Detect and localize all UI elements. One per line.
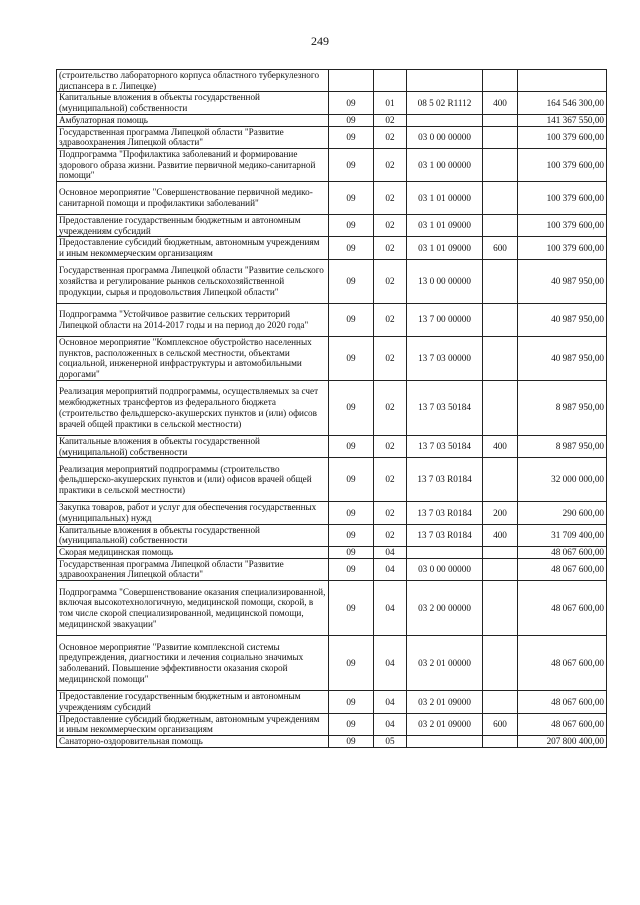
row-name: Капитальные вложения в объекты государственной (муниципальной) собственности (57, 524, 329, 546)
row-expense-type (483, 215, 518, 237)
row-target-article (407, 547, 483, 559)
row-subsection: 02 (374, 182, 407, 215)
row-target-article: 03 1 01 09000 (407, 215, 483, 237)
row-name: Основное мероприятие "Развитие комплексной системы предупреждения, диагностики и лечения социально значимых заболеваний. Повышение эффективности оказания скорой медицинской помощи" (57, 636, 329, 691)
row-section: 09 (329, 636, 374, 691)
table-row (57, 336, 607, 380)
table-row (57, 581, 607, 636)
row-subsection: 04 (374, 558, 407, 580)
row-amount: 100 379 600,00 (518, 182, 607, 215)
row-target-article: 03 1 01 09000 (407, 237, 483, 259)
row-name: Закупка товаров, работ и услуг для обеспечения государственных (муниципальных) нужд (57, 502, 329, 524)
row-target-article: 03 2 00 00000 (407, 581, 483, 636)
row-amount: 141 367 550,00 (518, 114, 607, 126)
row-subsection: 02 (374, 380, 407, 435)
row-amount: 100 379 600,00 (518, 215, 607, 237)
row-name: Государственная программа Липецкой области "Развитие здравоохранения Липецкой области" (57, 558, 329, 580)
row-name: Государственная программа Липецкой области "Развитие здравоохранения Липецкой области" (57, 126, 329, 148)
row-amount: 48 067 600,00 (518, 713, 607, 735)
row-expense-type: 200 (483, 502, 518, 524)
row-target-article (407, 70, 483, 92)
row-amount: 48 067 600,00 (518, 636, 607, 691)
table-row (57, 182, 607, 215)
row-amount: 48 067 600,00 (518, 691, 607, 713)
row-target-article: 03 2 01 00000 (407, 636, 483, 691)
row-subsection: 04 (374, 636, 407, 691)
row-section: 09 (329, 458, 374, 502)
row-name: Основное мероприятие "Совершенствование первичной медико-санитарной помощи и профилактики заболеваний" (57, 182, 329, 215)
table-row (57, 303, 607, 336)
row-target-article: 13 7 03 50184 (407, 380, 483, 435)
row-section: 09 (329, 215, 374, 237)
row-subsection: 04 (374, 547, 407, 559)
row-name: Предоставление субсидий бюджетным, автономным учреждениям и иным некоммерческим организациям (57, 713, 329, 735)
row-name: Реализация мероприятий подпрограммы (строительство фельдшерско-акушерских пунктов и (или) офисов врачей общей практики в сельской местности) (57, 458, 329, 502)
row-expense-type (483, 182, 518, 215)
row-subsection: 02 (374, 237, 407, 259)
row-expense-type (483, 148, 518, 181)
row-expense-type (483, 303, 518, 336)
row-expense-type (483, 70, 518, 92)
row-expense-type: 400 (483, 92, 518, 114)
row-expense-type: 600 (483, 237, 518, 259)
table-row (57, 558, 607, 580)
row-section: 09 (329, 435, 374, 457)
row-target-article: 13 7 03 R0184 (407, 524, 483, 546)
row-expense-type (483, 581, 518, 636)
row-target-article: 13 7 03 R0184 (407, 458, 483, 502)
row-section: 09 (329, 502, 374, 524)
table-row (57, 92, 607, 114)
row-target-article: 03 2 01 09000 (407, 691, 483, 713)
row-subsection: 04 (374, 581, 407, 636)
row-amount: 100 379 600,00 (518, 126, 607, 148)
row-section: 09 (329, 148, 374, 181)
table-row (57, 70, 607, 92)
row-name: Подпрограмма "Устойчивое развитие сельских территорий Липецкой области на 2014-2017 годы и на период до 2020 года" (57, 303, 329, 336)
row-expense-type (483, 380, 518, 435)
row-expense-type: 400 (483, 435, 518, 457)
row-expense-type (483, 114, 518, 126)
row-amount: 40 987 950,00 (518, 303, 607, 336)
row-expense-type (483, 126, 518, 148)
row-subsection: 02 (374, 114, 407, 126)
row-target-article: 03 0 00 00000 (407, 126, 483, 148)
row-name: Основное мероприятие "Комплексное обустройство населенных пунктов, расположенных в сельской местности, объектами социальной, инженерной инфраструктуры и автомобильными дорогами" (57, 336, 329, 380)
row-section: 09 (329, 581, 374, 636)
row-section: 09 (329, 259, 374, 303)
row-name: Санаторно-оздоровительная помощь (57, 735, 329, 747)
table-row (57, 114, 607, 126)
row-amount: 32 000 000,00 (518, 458, 607, 502)
row-subsection: 02 (374, 126, 407, 148)
row-amount: 48 067 600,00 (518, 547, 607, 559)
row-name: Подпрограмма "Профилактика заболеваний и формирование здорового образа жизни. Развитие первичной медико-санитарной помощи" (57, 148, 329, 181)
table-row (57, 237, 607, 259)
row-amount: 100 379 600,00 (518, 148, 607, 181)
table-row (57, 713, 607, 735)
row-name: Капитальные вложения в объекты государственной (муниципальной) собственности (57, 92, 329, 114)
row-expense-type (483, 547, 518, 559)
row-section: 09 (329, 336, 374, 380)
table-row (57, 380, 607, 435)
row-target-article (407, 735, 483, 747)
row-amount: 48 067 600,00 (518, 558, 607, 580)
row-name: (строительство лабораторного корпуса областного туберкулезного диспансера в г. Липецке) (57, 70, 329, 92)
page-number: 249 (311, 34, 329, 48)
table-row (57, 547, 607, 559)
row-subsection: 02 (374, 148, 407, 181)
row-section: 09 (329, 558, 374, 580)
row-section: 09 (329, 92, 374, 114)
row-section: 09 (329, 380, 374, 435)
row-section: 09 (329, 114, 374, 126)
row-subsection: 02 (374, 215, 407, 237)
table-row (57, 735, 607, 747)
row-target-article: 13 7 03 00000 (407, 336, 483, 380)
row-name: Предоставление субсидий бюджетным, автономным учреждениям и иным некоммерческим организациям (57, 237, 329, 259)
row-subsection: 02 (374, 303, 407, 336)
row-expense-type (483, 691, 518, 713)
row-subsection: 04 (374, 713, 407, 735)
row-amount: 290 600,00 (518, 502, 607, 524)
row-section: 09 (329, 182, 374, 215)
budget-table-body (57, 70, 607, 748)
row-section: 09 (329, 691, 374, 713)
row-amount: 100 379 600,00 (518, 237, 607, 259)
row-amount: 40 987 950,00 (518, 336, 607, 380)
row-section: 09 (329, 237, 374, 259)
row-subsection: 01 (374, 92, 407, 114)
table-row (57, 524, 607, 546)
row-target-article: 03 0 00 00000 (407, 558, 483, 580)
row-target-article (407, 114, 483, 126)
budget-table (56, 69, 607, 748)
row-target-article: 03 1 00 00000 (407, 148, 483, 181)
row-name: Скорая медицинская помощь (57, 547, 329, 559)
row-subsection: 05 (374, 735, 407, 747)
row-name: Предоставление государственным бюджетным и автономным учреждениям субсидий (57, 691, 329, 713)
row-expense-type: 600 (483, 713, 518, 735)
row-amount: 207 800 400,00 (518, 735, 607, 747)
row-expense-type (483, 458, 518, 502)
table-row (57, 636, 607, 691)
row-name: Предоставление государственным бюджетным и автономным учреждениям субсидий (57, 215, 329, 237)
row-subsection: 02 (374, 524, 407, 546)
row-section: 09 (329, 735, 374, 747)
row-name: Подпрограмма "Совершенствование оказания специализированной, включая высокотехнологичную, медицинской помощи, скорой, в том числе скорой специализированной, медицинской помощи, медицинской эвакуации" (57, 581, 329, 636)
row-name: Капитальные вложения в объекты государственной (муниципальной) собственности (57, 435, 329, 457)
row-name: Реализация мероприятий подпрограммы, осуществляемых за счет межбюджетных трансфертов из федерального бюджета (строительство фельдшерско-акушерских пунктов и (или) офисов врачей общей практики в сельской местности) (57, 380, 329, 435)
row-target-article: 13 7 00 00000 (407, 303, 483, 336)
row-section: 09 (329, 303, 374, 336)
row-subsection: 02 (374, 502, 407, 524)
table-row (57, 126, 607, 148)
row-expense-type (483, 259, 518, 303)
table-row (57, 502, 607, 524)
row-subsection: 02 (374, 336, 407, 380)
table-row (57, 691, 607, 713)
table-row (57, 458, 607, 502)
row-subsection (374, 70, 407, 92)
table-row (57, 259, 607, 303)
row-expense-type (483, 336, 518, 380)
row-amount (518, 70, 607, 92)
row-amount: 40 987 950,00 (518, 259, 607, 303)
row-amount: 8 987 950,00 (518, 380, 607, 435)
table-row (57, 215, 607, 237)
row-subsection: 02 (374, 458, 407, 502)
row-target-article: 13 7 03 50184 (407, 435, 483, 457)
row-name: Государственная программа Липецкой области "Развитие сельского хозяйства и регулирование рынков сельскохозяйственной продукции, сырья и продовольствия Липецкой области" (57, 259, 329, 303)
row-section: 09 (329, 524, 374, 546)
row-target-article: 13 7 03 R0184 (407, 502, 483, 524)
row-target-article: 08 5 02 R1112 (407, 92, 483, 114)
row-name: Амбулаторная помощь (57, 114, 329, 126)
row-target-article: 03 1 01 00000 (407, 182, 483, 215)
table-row (57, 148, 607, 181)
row-expense-type (483, 636, 518, 691)
row-expense-type: 400 (483, 524, 518, 546)
row-subsection: 04 (374, 691, 407, 713)
row-amount: 164 546 300,00 (518, 92, 607, 114)
row-amount: 8 987 950,00 (518, 435, 607, 457)
row-subsection: 02 (374, 259, 407, 303)
row-section: 09 (329, 126, 374, 148)
row-expense-type (483, 558, 518, 580)
row-section (329, 70, 374, 92)
row-target-article: 13 0 00 00000 (407, 259, 483, 303)
row-expense-type (483, 735, 518, 747)
row-amount: 31 709 400,00 (518, 524, 607, 546)
table-row (57, 435, 607, 457)
row-section: 09 (329, 547, 374, 559)
row-subsection: 02 (374, 435, 407, 457)
row-target-article: 03 2 01 09000 (407, 713, 483, 735)
row-amount: 48 067 600,00 (518, 581, 607, 636)
row-section: 09 (329, 713, 374, 735)
